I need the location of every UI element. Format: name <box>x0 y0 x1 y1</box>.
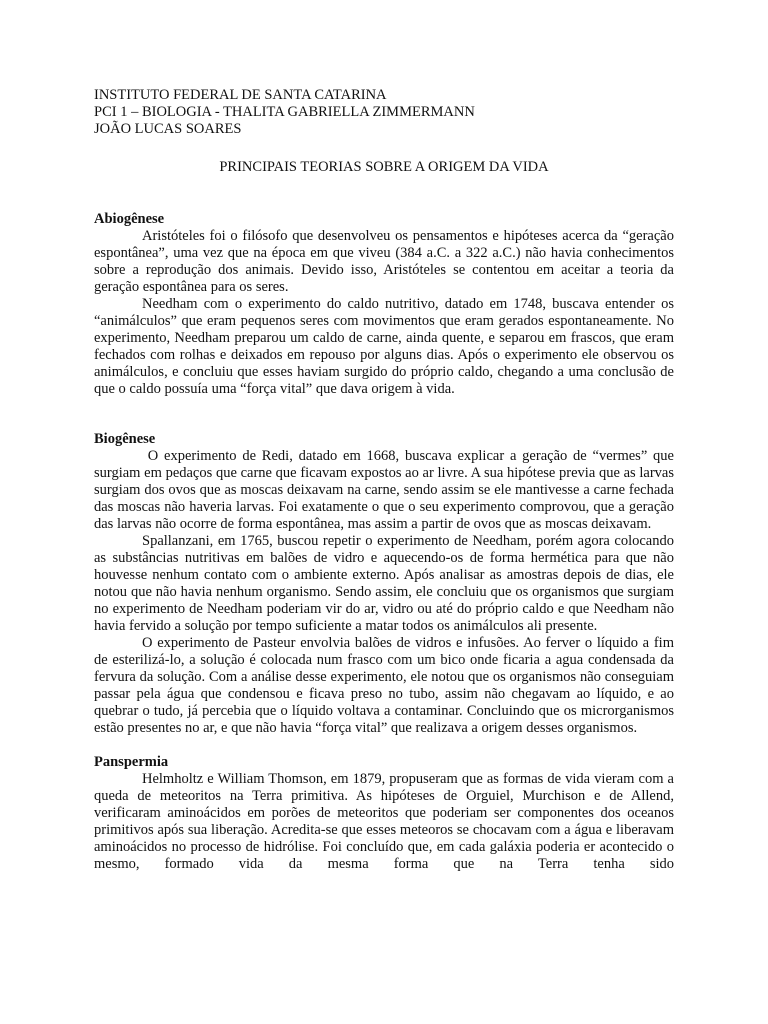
course-line: PCI 1 – BIOLOGIA - THALITA GABRIELLA ZIMMERMANN <box>94 104 475 120</box>
paragraph: Spallanzani, em 1765, buscou repetir o experimento de Needham, porém agora colocando as substâncias nutritivas em balões de vidro e aquecendo-os de forma hermética para que não houvesse nenhum contato com o ambiente externo. Após analisar as amostras depois de dias, ele notou que não havia nenhum organismo. Sendo assim, ele concluiu que os organismos que surgiam no experimento de Needham poderiam vir do ar, vidro ou até do próprio caldo e que Needham não havia fervido a solução por tempo suficiente a matar todos os animálculos ali presente. <box>94 533 674 634</box>
section-abiogenese <box>94 211 674 398</box>
document-title: PRINCIPAIS TEORIAS SOBRE A ORIGEM DA VIDA <box>219 159 549 175</box>
paragraph: O experimento de Pasteur envolvia balões de vidros e infusões. Ao ferver o líquido a fim de esterilizá-lo, a solução é colocada num frasco com um bico onde ficaria a agua condensada da fervura da solução. Com a análise desse experimento, ele notou que os organismos não conseguiam passar pela água que condensou e ficava preso no tubo, assim não chegavam ao líquido, e ao quebrar o tudo, já percebia que o líquido voltava a contaminar. Concluindo que os microrganismos estão presentes no ar, e que não havia “força vital” que realizava a origem desses organismos. <box>94 635 674 736</box>
paragraph: O experimento de Redi, datado em 1668, buscava explicar a geração de “vermes” que surgiam em pedaços que carne que ficavam expostos ao ar livre. A sua hipótese previa que as larvas surgiam dos ovos que as moscas deixavam na carne, sendo assim se ele mantivesse a carne fechada das moscas não haveria larvas. Foi exatamente o que o seu experimento comprovou, que a geração das larvas não ocorre de forma espontânea, mas assim a partir de ovos que as moscas deixavam. <box>94 448 678 532</box>
section-heading: Panspermia <box>94 754 169 770</box>
section-panspermia <box>94 754 674 873</box>
author-line: JOÃO LUCAS SOARES <box>94 121 242 137</box>
document-header <box>94 87 674 138</box>
paragraph: Helmholtz e William Thomson, em 1879, propuseram que as formas de vida vieram com a queda de meteoritos na Terra primitiva. As hipóteses de Orguiel, Murchison e de Allend, verificaram aminoácidos em porões de meteoritos que poderiam ser componentes dos oceanos primitivos após sua liberação. Acredita-se que esses meteoros se chocavam com a água e liberavam aminoácidos no processo de hidrólise. Foi concluído que, em cada galáxia poderia er acontecido o mesmo, formado vida da mesma forma que na Terra tenha sido <box>94 771 674 872</box>
paragraph: Aristóteles foi o filósofo que desenvolveu os pensamentos e hipóteses acerca da “geração espontânea”, uma vez que na época em que viveu (384 a.C. a 322 a.C.) não havia conhecimentos sobre a reprodução dos animais. Devido isso, Aristóteles se contentou em aceitar a teoria da geração espontânea para os seres. <box>94 228 674 295</box>
document-body <box>94 87 678 873</box>
paragraph: Needham com o experimento do caldo nutritivo, datado em 1748, buscava entender os “animálculos” que eram pequenos seres com movimentos que eram gerados espontaneamente. No experimento, Needham preparou um caldo de carne, ainda quente, e separou em frascos, que eram fechados com rolhas e deixados em repouso por alguns dias. Após o experimento ele observou os animálculos, e concluiu que esses haviam surgido do próprio caldo, chegando a uma conclusão de que o caldo possuía uma “força vital” que dava origem à vida. <box>94 296 674 397</box>
institution-line: INSTITUTO FEDERAL DE SANTA CATARINA <box>94 87 387 103</box>
section-heading: Abiogênese <box>94 211 165 227</box>
section-heading: Biogênese <box>94 431 156 447</box>
section-biogenese <box>94 431 678 737</box>
